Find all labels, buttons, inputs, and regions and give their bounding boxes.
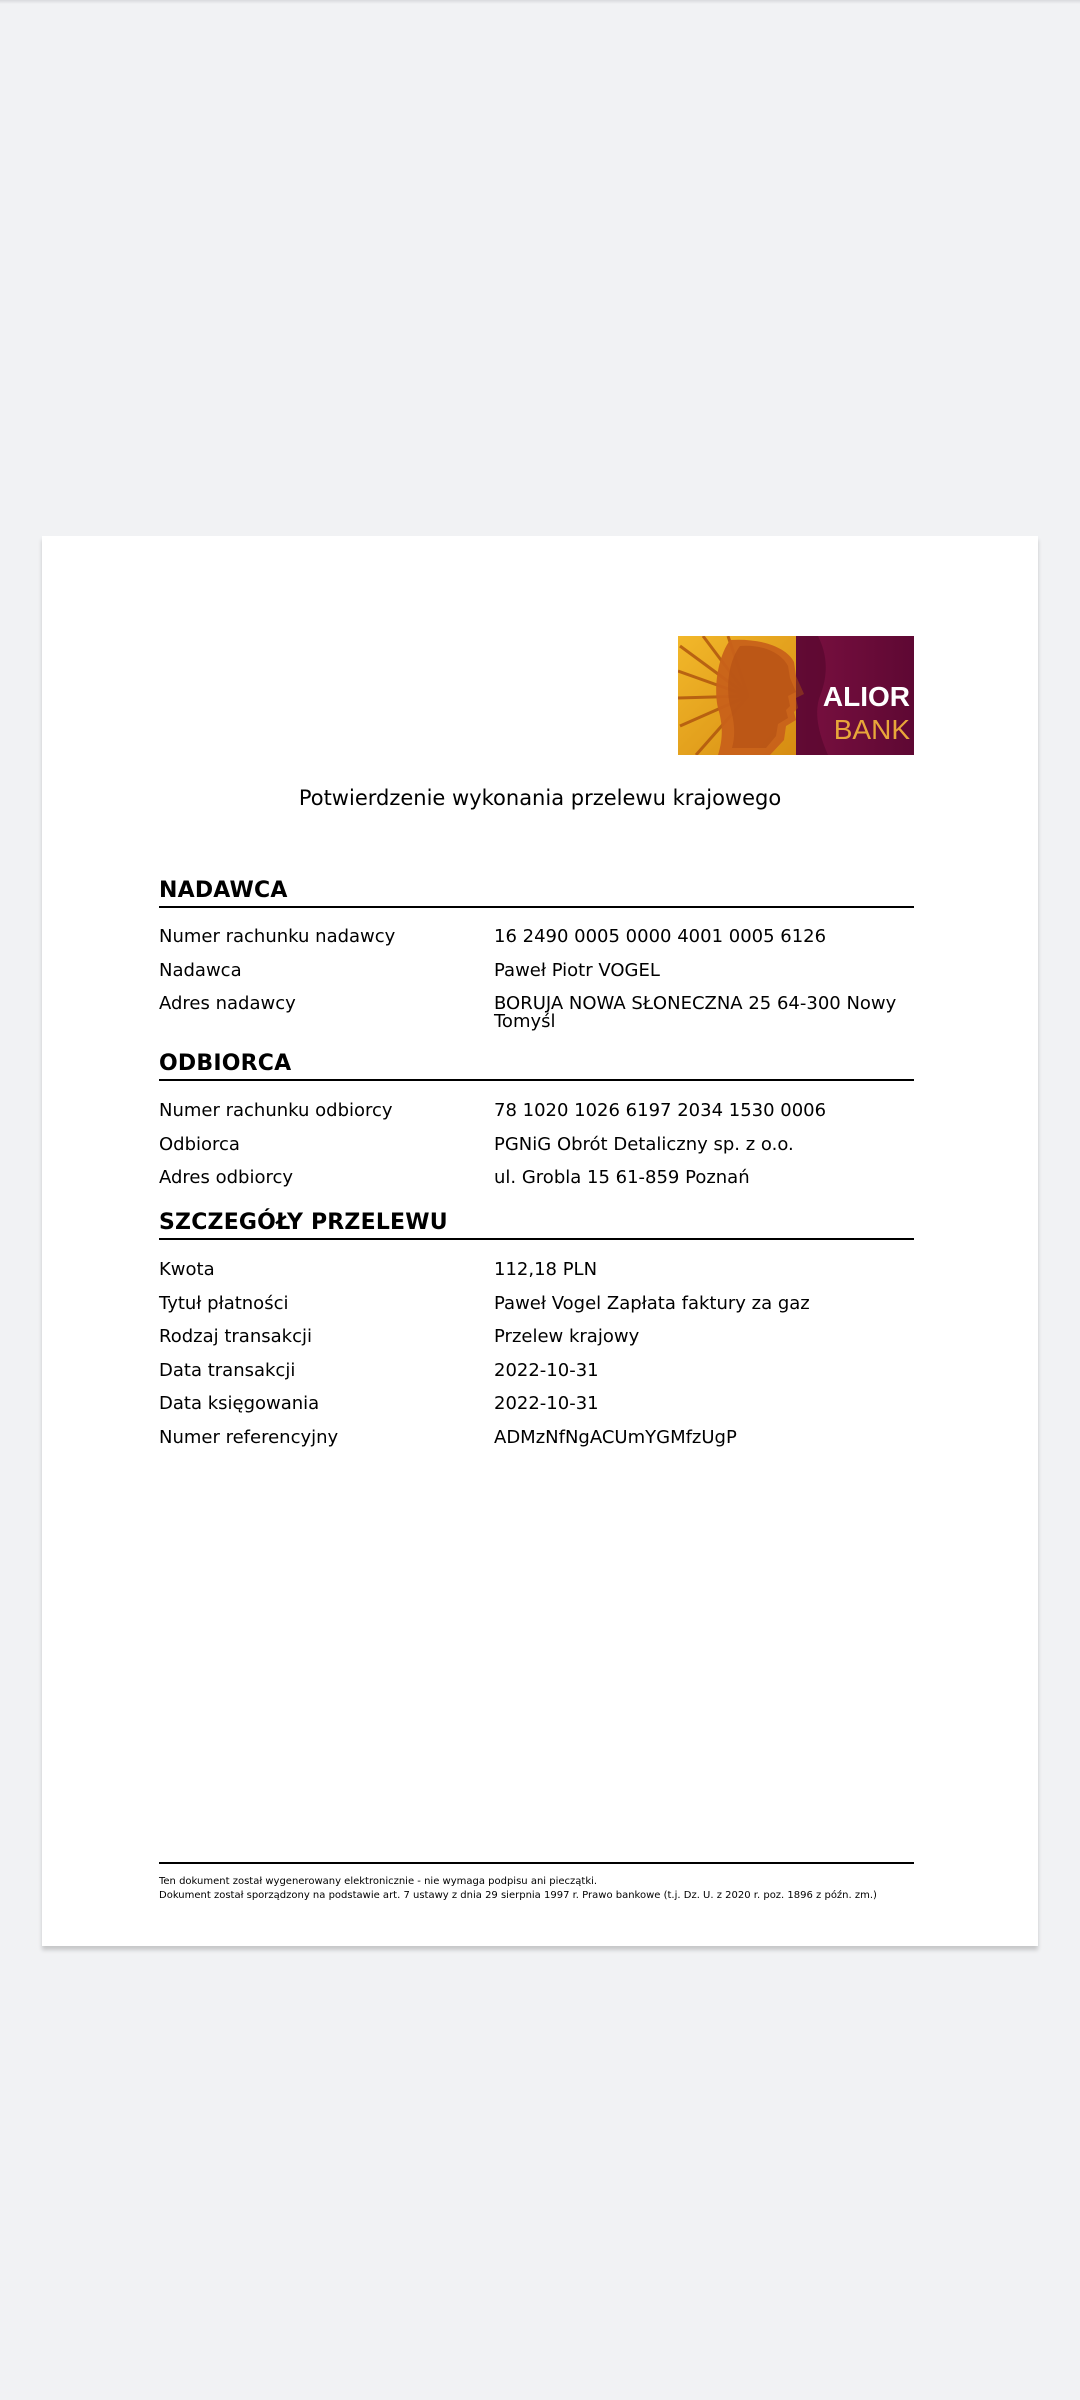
recipient-section-header: ODBIORCA (159, 1051, 914, 1081)
recipient-address-value: ul. Grobla 15 61-859 Poznań (494, 1167, 750, 1188)
details-section (159, 1210, 914, 1448)
details-transaction-date-value: 2022-10-31 (494, 1360, 599, 1381)
sender-address-line1: BORUJA NOWA SŁONECZNA 25 64-300 Nowy (494, 993, 897, 1014)
logo-text-alior: ALIOR (822, 681, 910, 712)
sender-name-value: Paweł Piotr VOGEL (494, 960, 660, 981)
sender-address-label: Adres nadawcy (159, 993, 296, 1014)
recipient-account-value: 78 1020 1026 6197 2034 1530 0006 (494, 1100, 827, 1121)
details-reference-value: ADMzNfNgACUmYGMfzUgP (494, 1427, 737, 1448)
details-transaction-date-label: Data transakcji (159, 1360, 296, 1381)
details-section-header: SZCZEGÓŁY PRZELEWU (159, 1210, 914, 1240)
recipient-section (159, 1051, 914, 1188)
details-booking-date-label: Data księgowania (159, 1393, 320, 1414)
details-reference-label: Numer referencyjny (159, 1427, 339, 1448)
footer-line-2: Dokument został sporządzony na podstawie art. 7 ustawy z dnia 29 sierpnia 1997 r. Prawo bankowe (t.j. Dz. U. z 2020 r. poz. 1896 z późn. zm.) (159, 1890, 877, 1901)
document-title: Potwierdzenie wykonania przelewu krajowego (298, 786, 782, 810)
details-amount-value: 112,18 PLN (494, 1259, 598, 1280)
document-footer (159, 1862, 914, 1903)
details-amount-label: Kwota (159, 1259, 215, 1280)
sender-section-header: NADAWCA (159, 878, 914, 908)
document-page (42, 536, 1038, 1946)
details-booking-date-value: 2022-10-31 (494, 1393, 599, 1414)
recipient-name-label: Odbiorca (159, 1134, 240, 1155)
recipient-account-label: Numer rachunku odbiorcy (159, 1100, 393, 1121)
details-title-value: Paweł Vogel Zapłata faktury za gaz (494, 1293, 810, 1314)
footer-line-1: Ten dokument został wygenerowany elektronicznie - nie wymaga podpisu ani pieczątki. (159, 1876, 598, 1887)
details-title-label: Tytuł płatności (159, 1293, 289, 1314)
sender-address-value (494, 995, 914, 1031)
sender-account-label: Numer rachunku nadawcy (159, 926, 396, 947)
logo-text-bank: BANK (833, 714, 910, 745)
sender-address-line2: Tomyśl (494, 1011, 556, 1032)
details-type-label: Rodzaj transakcji (159, 1326, 312, 1347)
recipient-name-value: PGNiG Obrót Detaliczny sp. z o.o. (494, 1134, 794, 1155)
details-type-value: Przelew krajowy (494, 1326, 640, 1347)
viewer-top-shadow (0, 0, 1080, 4)
recipient-address-label: Adres odbiorcy (159, 1167, 294, 1188)
sender-name-label: Nadawca (159, 960, 242, 981)
alior-bank-logo (678, 636, 914, 755)
sender-section (159, 878, 914, 1032)
sender-account-value: 16 2490 0005 0000 4001 0005 6126 (494, 926, 827, 947)
